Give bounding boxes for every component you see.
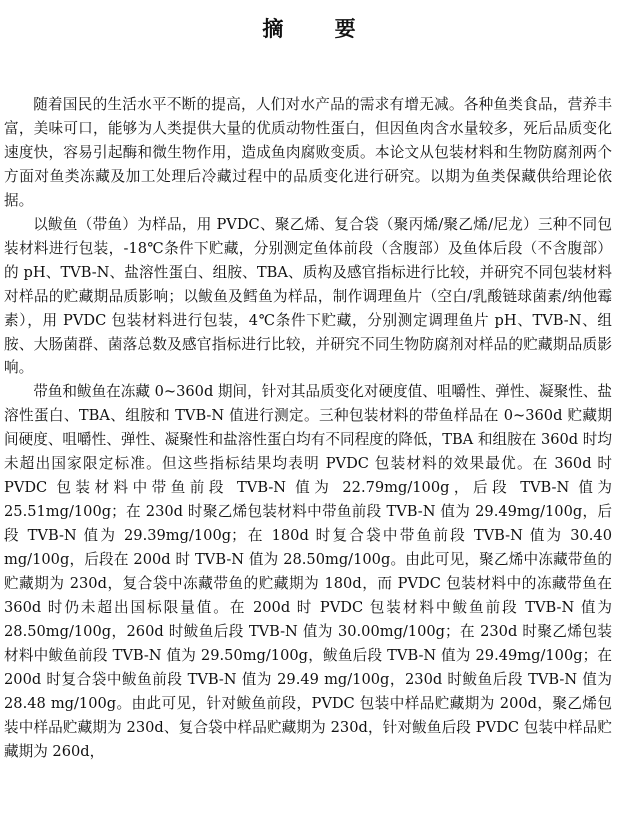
paragraph-3: 带鱼和鲅鱼在冻藏 0~360d 期间，针对其品质变化对硬度值、咀嚼性、弹性、凝聚性、盐溶性蛋白、TBA、组胺和 TVB-N 值进行测定。三种包装材料的带鱼样品在 0~360d 贮藏期间硬度、咀嚼性、弹性、凝聚性和盐溶性蛋白均有不同程度的降低，TBA 和组胺在 360d 时均未超出国家限定标准。但这些指标结果均表明 PVDC 包装材料的效果最优。在 360d 时 PVDC 包装材料中带鱼前段 TVB-N 值为 22.79mg/100g，后段 TVB-N 值为 25.51mg/100g；在 230d 时聚乙烯包装材料中带鱼前段 TVB-N 值为 29.49mg/100g，后段 TVB-N 值为 29.39mg/100g；在 180d 时复合袋中带鱼前段 TVB-N 值为 30.40 mg/100g，后段在 200d 时 TVB-N 值为 28.50mg/100g。由此可见，聚乙烯中冻藏带鱼的贮藏期为 230d，复合袋中冻藏带鱼的贮藏期为 180d，而 PVDC 包装材料中的冻藏带鱼在 360d 时仍未超出国标限量值。在 200d 时 PVDC 包装材料中鲅鱼前段 TVB-N 值为 28.50mg/100g，260d 时鲅鱼后段 TVB-N 值为 30.00mg/100g；在 230d 时聚乙烯包装材料中鲅鱼前段 TVB-N 值为 29.50mg/100g，鲅鱼后段 TVB-N 值为 29.49mg/100g；在 200d 时复合袋中鲅鱼前段 TVB-N 值为 29.49 mg/100g，230d 时鲅鱼后段 TVB-N 值为 28.48 mg/100g。由此可见，针对鲅鱼前段，PVDC 包装中样品贮藏期为 200d，聚乙烯包装中样品贮藏期为 230d、复合袋中样品贮藏期为 230d，针对鲅鱼后段 PVDC 包装中样品贮藏期为 260d， bbox=[4, 383, 612, 760]
paragraph-2: 以鲅鱼（带鱼）为样品，用 PVDC、聚乙烯、复合袋（聚丙烯/聚乙烯/尼龙）三种不同包装材料进行包装，-18℃条件下贮藏，分别测定鱼体前段（含腹部）及鱼体后段（不含腹部）的 pH、TVB-N、盐溶性蛋白、组胺、TBA、质构及感官指标进行比较，并研究不同包装材料对样品的贮藏期品质影响；以鲅鱼及鳕鱼为样品，制作调理鱼片（空白/乳酸链球菌素/纳他霉素），用 PVDC 包装材料进行包装，4℃条件下贮藏，分别测定调理鱼片 pH、TVB-N、组胺、大肠菌群、菌落总数及感官指标进行比较，并研究不同生物防腐剂对样品的贮藏期品质影响。 bbox=[4, 215, 612, 377]
abstract-title: 摘 要 bbox=[262, 16, 378, 41]
paragraph-1: 随着国民的生活水平不断的提高，人们对水产品的需求有增无减。各种鱼类食品，营养丰富，美味可口，能够为人类提供大量的优质动物性蛋白，但因鱼肉含水量较多，死后品质变化速度快，容易引起酶和微生物作用，造成鱼肉腐败变质。本论文从包装材料和生物防腐剂两个方面对鱼类冻藏及加工处理后冷藏过程中的品质变化进行研究。以期为鱼类保藏供给理论依据。 bbox=[4, 96, 612, 209]
abstract-body bbox=[4, 93, 612, 764]
